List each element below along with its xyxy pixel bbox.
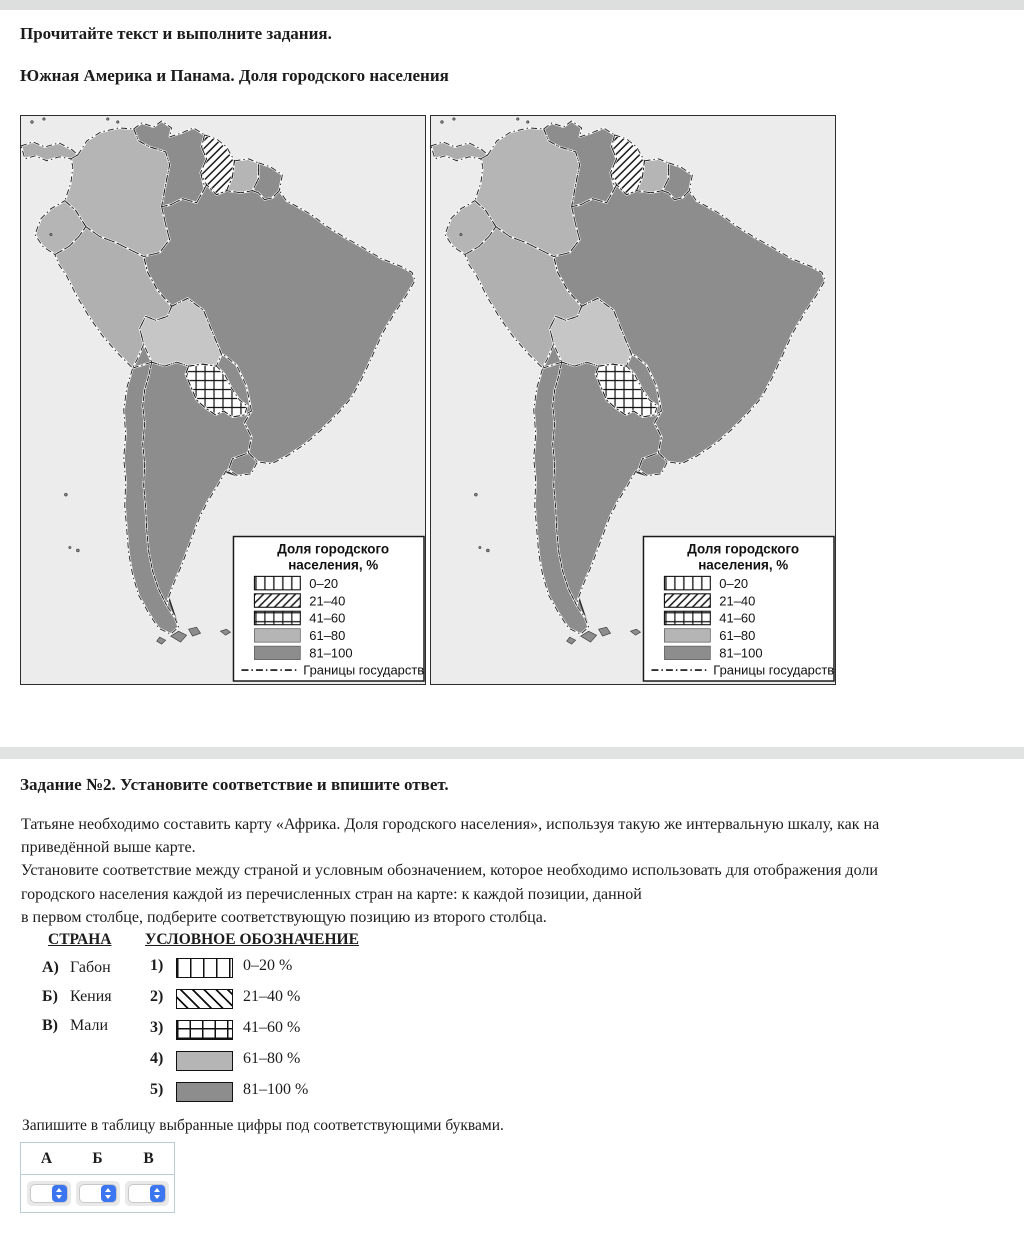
symbol-label-2: 21–40 %: [243, 988, 301, 1005]
task-line-3: Установите соответствие между страной и условным обозначением, которое необходимо использовать для отображения доли: [21, 862, 878, 880]
legend-title-line2: населения, %: [698, 557, 789, 573]
task-line-1: Татьяне необходимо составить карту «Африка. Доля городского населения», используя такую же интервальную шкалу, как на: [21, 816, 880, 833]
legend-range-0-20: 0–20: [309, 575, 339, 591]
legend-range-81-100: 81–100: [309, 645, 353, 661]
chevron-up-icon: [56, 1188, 62, 1192]
chevron-down-icon: [56, 1195, 62, 1199]
symbol-num-1: 1): [150, 957, 164, 974]
task-heading: Задание №2. Установите соответствие и впишите ответ.: [20, 775, 449, 794]
symbol-swatch-vertical-lines: [176, 958, 233, 978]
map-legend: [643, 537, 834, 681]
country-column-header: СТРАНА: [48, 931, 112, 948]
map-title: Южная Америка и Панама. Доля городского населения: [20, 66, 449, 85]
country-name-gabon: Габон: [70, 959, 111, 976]
map-figure-left: [20, 115, 426, 685]
symbol-num-5: 5): [150, 1081, 164, 1098]
country-letter-b: Б): [42, 988, 58, 1005]
south-america-map: [431, 116, 835, 684]
symbol-label-3: 41–60 %: [243, 1019, 301, 1036]
legend-range-0-20: 0–20: [719, 575, 749, 591]
answer-select-v[interactable]: [125, 1181, 169, 1206]
symbol-num-2: 2): [150, 988, 164, 1005]
answer-table: [20, 1142, 175, 1213]
legend-title-line2: населения, %: [288, 557, 379, 573]
country-letter-a: А): [42, 959, 59, 976]
country-name-mali: Мали: [70, 1017, 109, 1034]
chevron-down-icon: [105, 1195, 111, 1199]
answer-col-a: А: [40, 1150, 53, 1167]
symbol-swatch-dark-gray: [176, 1082, 233, 1102]
symbol-label-1: 0–20 %: [243, 957, 293, 974]
task-description: [21, 813, 1016, 929]
task-line-5: в первом столбце, подберите соответствующую позицию из второго столбца.: [21, 908, 547, 926]
legend-range-21-40: 21–40: [309, 593, 346, 609]
symbol-column-header: УСЛОВНОЕ ОБОЗНАЧЕНИЕ: [145, 931, 359, 948]
top-gray-bar: [0, 0, 1024, 10]
legend-range-81-100: 81–100: [719, 645, 763, 661]
symbol-num-3: 3): [150, 1019, 164, 1036]
chevron-down-icon: [154, 1195, 160, 1199]
symbol-swatch-light-gray: [176, 1051, 233, 1071]
answer-table-inputs-row: [21, 1175, 174, 1212]
answer-col-v: В: [143, 1150, 154, 1167]
symbol-num-4: 4): [150, 1050, 164, 1067]
legend-borders-label: Границы государств: [713, 662, 835, 678]
answer-select-b[interactable]: [76, 1181, 120, 1206]
south-america-map: [21, 116, 425, 684]
legend-title-line1: Доля городского: [277, 541, 390, 557]
country-letter-v: В): [42, 1017, 58, 1034]
legend-range-41-60: 41–60: [719, 610, 756, 626]
task-line-2: приведённой выше карте.: [21, 839, 196, 857]
legend-title-line1: Доля городского: [687, 541, 800, 557]
answer-select-a[interactable]: [27, 1181, 71, 1206]
chevron-up-icon: [105, 1188, 111, 1192]
symbol-swatch-diagonal-hatch: [176, 989, 233, 1009]
answer-table-header: [21, 1143, 174, 1175]
map-figure-right: [430, 115, 836, 685]
country-name-kenya: Кения: [70, 988, 112, 1005]
stepper-icon[interactable]: [150, 1185, 165, 1202]
chevron-up-icon: [154, 1188, 160, 1192]
task-line-4: городского населения каждой из перечисленных стран на карте: к каждой позиции, данной: [21, 885, 642, 903]
symbol-label-4: 61–80 %: [243, 1050, 301, 1067]
legend-range-61-80: 61–80: [309, 628, 346, 644]
stepper-icon[interactable]: [101, 1185, 116, 1202]
instruction-heading: Прочитайте текст и выполните задания.: [20, 24, 332, 43]
legend-range-21-40: 21–40: [719, 593, 756, 609]
write-answer-note: Запишите в таблицу выбранные цифры под соответствующими буквами.: [22, 1117, 504, 1134]
symbol-swatch-grid: [176, 1020, 233, 1040]
section-divider-bar: [0, 747, 1024, 759]
legend-range-41-60: 41–60: [309, 610, 346, 626]
stepper-icon[interactable]: [52, 1185, 67, 1202]
legend-range-61-80: 61–80: [719, 628, 756, 644]
map-legend: [233, 537, 424, 681]
legend-borders-label: Границы государств: [303, 662, 425, 678]
symbol-label-5: 81–100 %: [243, 1081, 309, 1098]
answer-col-b: Б: [92, 1150, 103, 1167]
